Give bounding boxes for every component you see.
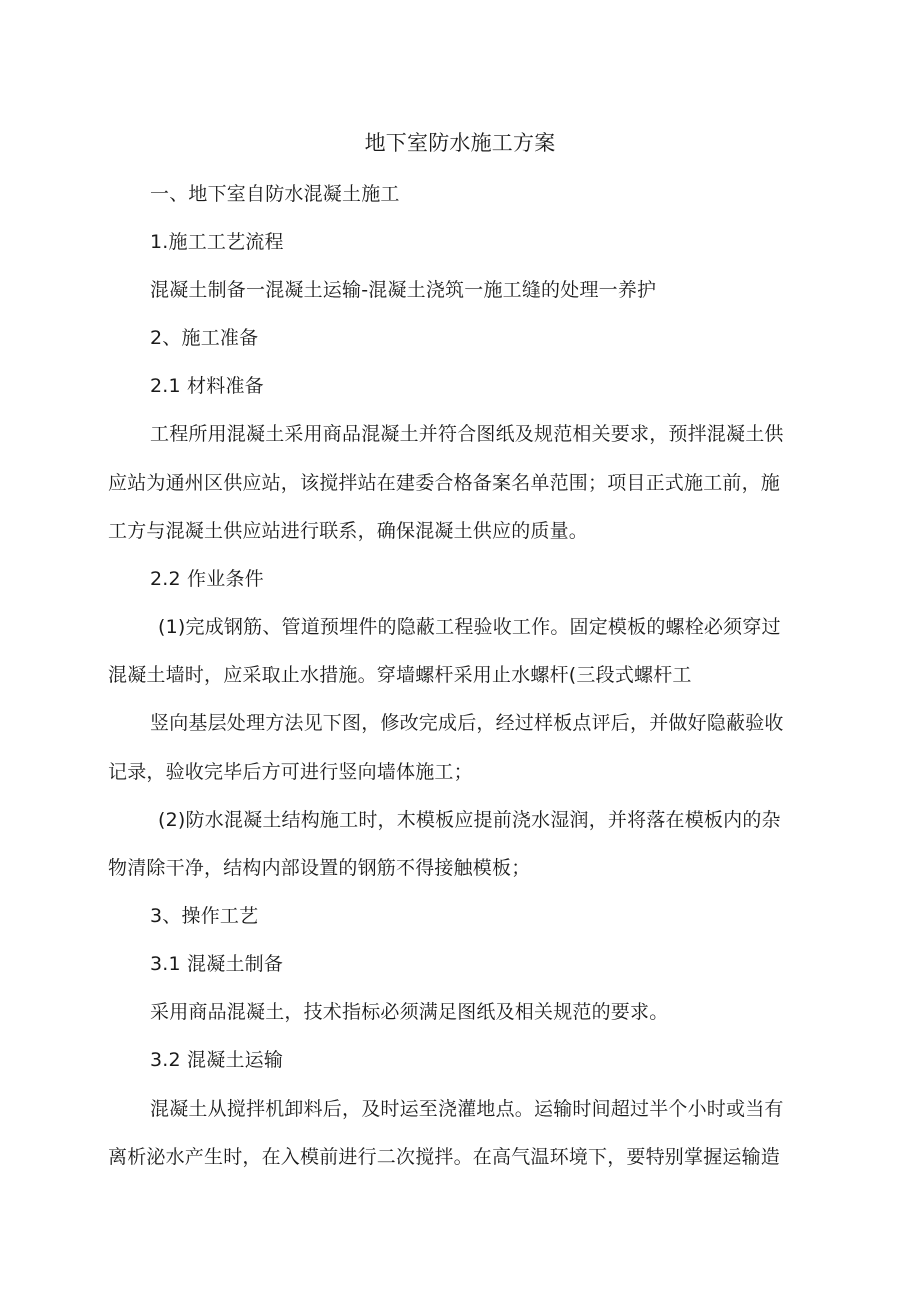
section-heading-1: 一、地下室自防水混凝土施工 bbox=[150, 183, 400, 205]
paragraph-line: (1)完成钢筋、管道预埋件的隐蔽工程验收工作。固定模板的螺栓必须穿过 bbox=[158, 616, 781, 638]
document-title: 地下室防水施工方案 bbox=[364, 131, 556, 155]
section-heading-3: 3、操作工艺 bbox=[150, 905, 259, 927]
paragraph-line: 离析泌水产生时，在入模前进行二次搅拌。在高气温环境下，要特别掌握运输造 bbox=[108, 1146, 781, 1168]
paragraph-line: 竖向基层处理方法见下图，修改完成后，经过样板点评后，并做好隐蔽验收 bbox=[150, 712, 784, 734]
paragraph-line: 物清除干净，结构内部设置的钢筋不得接触模板； bbox=[108, 857, 531, 879]
paragraph-line: 采用商品混凝土，技术指标必须满足图纸及相关规范的要求。 bbox=[150, 1001, 669, 1023]
process-flow-text: 混凝土制备一混凝土运输-混凝土浇筑一施工缝的处理一养护 bbox=[150, 279, 657, 301]
subsection-heading-3-2: 3.2 混凝土运输 bbox=[150, 1049, 284, 1071]
paragraph-line: (2)防水混凝土结构施工时，木模板应提前浇水湿润，并将落在模板内的杂 bbox=[158, 809, 781, 831]
paragraph-line: 混凝土墙时，应采取止水措施。穿墙螺杆采用止水螺杆(三段式螺杆工 bbox=[108, 664, 692, 686]
section-heading-2: 2、施工准备 bbox=[150, 327, 259, 349]
paragraph-line: 混凝土从搅拌机卸料后，及时运至浇灌地点。运输时间超过半个小时或当有 bbox=[150, 1098, 784, 1120]
paragraph-line: 应站为通州区供应站，该搅拌站在建委合格备案名单范围；项目正式施工前，施 bbox=[108, 472, 781, 494]
subsection-heading-2-2: 2.2 作业条件 bbox=[150, 568, 264, 590]
paragraph-line: 工方与混凝土供应站进行联系，确保混凝土供应的质量。 bbox=[108, 520, 589, 542]
subsection-heading-2-1: 2.1 材料准备 bbox=[150, 375, 264, 397]
paragraph-line: 工程所用混凝土采用商品混凝土并符合图纸及规范相关要求，预拌混凝土供 bbox=[150, 423, 784, 445]
subsection-heading-3-1: 3.1 混凝土制备 bbox=[150, 953, 284, 975]
subsection-heading-1-1: 1.施工工艺流程 bbox=[150, 231, 284, 253]
paragraph-line: 记录，验收完毕后方可进行竖向墙体施工； bbox=[108, 761, 473, 783]
